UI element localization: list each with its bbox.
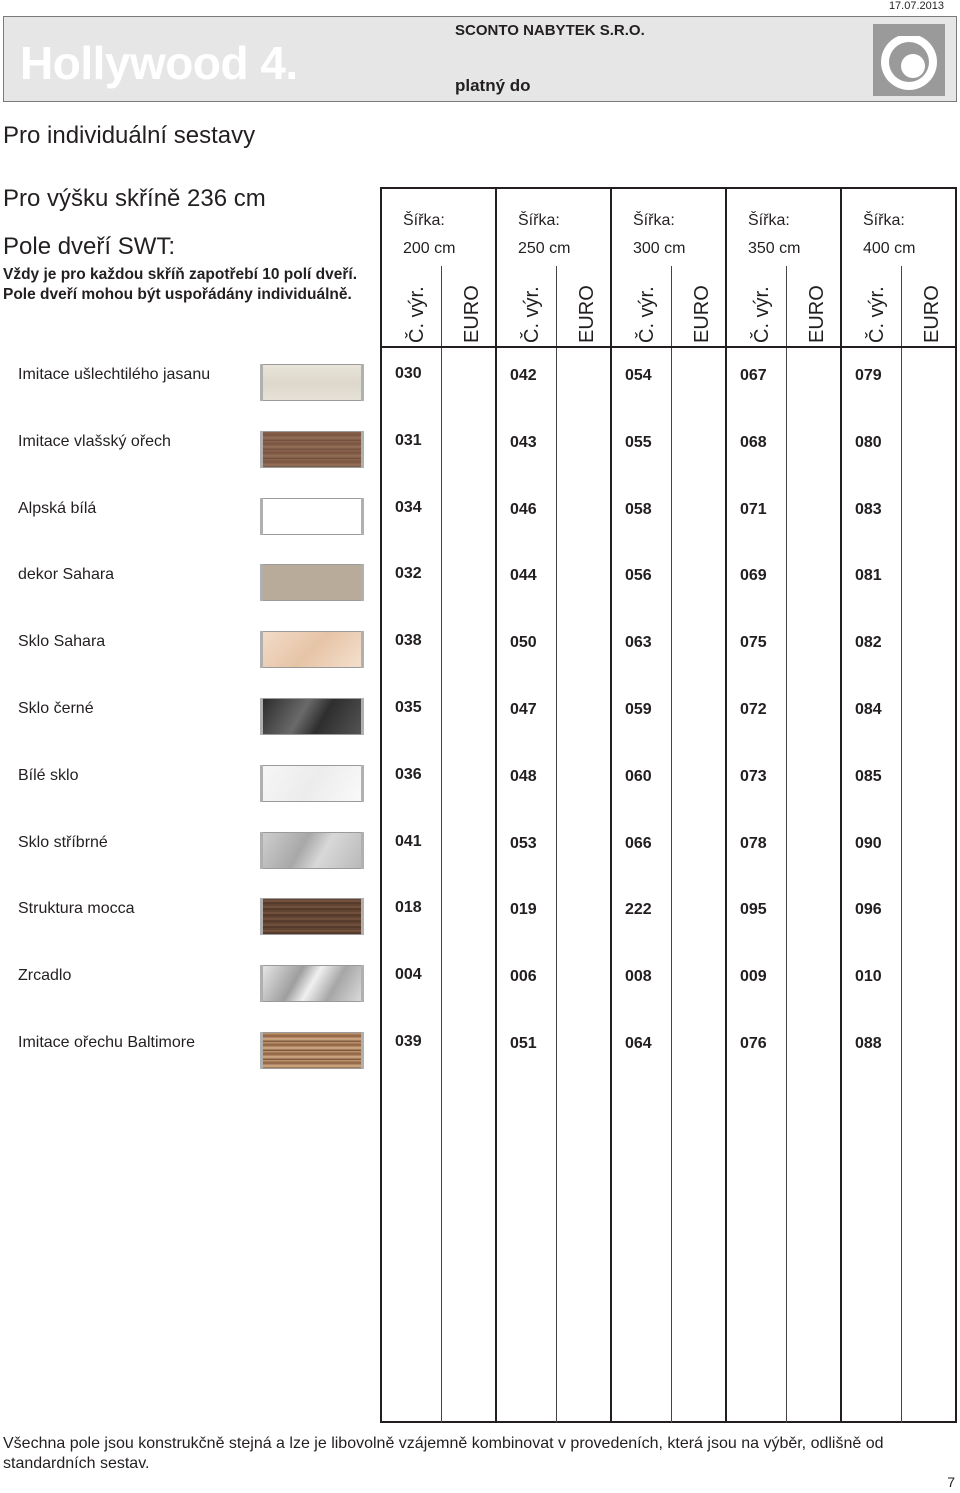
article-code: 085 bbox=[855, 767, 882, 785]
article-code: 050 bbox=[510, 634, 537, 652]
width-value: 200 cm bbox=[403, 240, 456, 257]
header-banner bbox=[3, 16, 957, 102]
width-label: Šířka: bbox=[748, 212, 790, 229]
finish-swatch bbox=[260, 498, 364, 535]
width-label: Šířka: bbox=[863, 212, 905, 229]
article-code: 071 bbox=[740, 500, 767, 518]
row-finish-name: Sklo stříbrné bbox=[18, 833, 108, 851]
article-code: 032 bbox=[395, 565, 422, 583]
article-code: 072 bbox=[740, 701, 767, 718]
width-value: 350 cm bbox=[748, 240, 801, 257]
valid-until-label: platný do bbox=[455, 76, 531, 95]
article-code: 083 bbox=[855, 500, 882, 518]
article-code: 076 bbox=[740, 1035, 767, 1052]
price-column-label: EURO bbox=[806, 285, 828, 343]
price-column-label: EURO bbox=[576, 285, 598, 343]
article-code: 054 bbox=[625, 367, 652, 384]
finish-swatch bbox=[260, 1032, 364, 1069]
row-finish-name: Struktura mocca bbox=[18, 900, 135, 918]
article-code: 069 bbox=[740, 567, 767, 585]
column-width-header bbox=[633, 207, 685, 263]
column-width-header bbox=[863, 207, 915, 263]
article-code: 060 bbox=[625, 767, 652, 785]
company-name: SCONTO NABYTEK S.R.O. bbox=[455, 22, 645, 39]
article-code: 048 bbox=[510, 767, 537, 785]
article-code: 034 bbox=[395, 498, 422, 516]
article-code: 081 bbox=[855, 567, 882, 585]
finish-swatch bbox=[260, 631, 364, 668]
section-title: Pro individuální sestavy bbox=[3, 122, 256, 149]
article-code: 053 bbox=[510, 834, 537, 852]
article-code: 090 bbox=[855, 834, 882, 852]
finish-swatch bbox=[260, 364, 364, 401]
article-code: 044 bbox=[510, 567, 537, 585]
article-code: 031 bbox=[395, 431, 422, 449]
code-price-divider bbox=[556, 266, 557, 1423]
article-code: 075 bbox=[740, 634, 767, 652]
article-code: 082 bbox=[855, 634, 882, 652]
finish-swatch bbox=[260, 564, 364, 601]
height-title: Pro výšku skříně 236 cm bbox=[3, 185, 266, 212]
article-code: 055 bbox=[625, 433, 652, 451]
column-width-header bbox=[518, 207, 570, 263]
width-label: Šířka: bbox=[403, 212, 445, 229]
article-code: 080 bbox=[855, 433, 882, 451]
code-column-label: Č. výr. bbox=[406, 286, 428, 343]
row-finish-name: Sklo černé bbox=[18, 700, 94, 717]
finish-swatch bbox=[260, 965, 364, 1002]
door-fields-note: Vždy je pro každou skříň zapotřebí 10 polí dveří. Pole dveří mohou být uspořádány individuálně. bbox=[3, 266, 358, 303]
article-code: 009 bbox=[740, 968, 767, 986]
article-code: 084 bbox=[855, 701, 882, 718]
width-value: 400 cm bbox=[863, 240, 916, 257]
column-divider bbox=[610, 187, 612, 1423]
print-date: 17.07.2013 bbox=[888, 0, 944, 12]
price-column-label: EURO bbox=[921, 285, 943, 343]
page-number: 7 bbox=[947, 1474, 955, 1490]
width-value: 250 cm bbox=[518, 240, 571, 257]
code-column-label: Č. výr. bbox=[636, 286, 658, 343]
article-code: 078 bbox=[740, 834, 767, 852]
footer-note: Všechna pole jsou konstrukčně stejná a lze je libovolně vzájemně kombinovat v provedeních, která jsou na výběr, odlišně od standardních sestav. bbox=[3, 1435, 884, 1472]
finish-swatch bbox=[260, 898, 364, 935]
article-code: 051 bbox=[510, 1035, 537, 1052]
price-column-label: EURO bbox=[461, 285, 483, 343]
article-code: 036 bbox=[395, 765, 422, 783]
row-finish-name: Sklo Sahara bbox=[18, 633, 106, 651]
finish-swatch bbox=[260, 698, 364, 735]
article-code: 019 bbox=[510, 901, 537, 919]
width-label: Šířka: bbox=[633, 212, 675, 229]
article-code: 073 bbox=[740, 767, 767, 785]
row-finish-name: dekor Sahara bbox=[18, 566, 115, 584]
article-code: 096 bbox=[855, 901, 882, 919]
finish-swatch bbox=[260, 832, 364, 869]
article-code: 004 bbox=[395, 966, 422, 984]
article-code: 066 bbox=[625, 834, 652, 852]
column-width-header bbox=[748, 207, 800, 263]
article-code: 047 bbox=[510, 701, 537, 718]
article-code: 063 bbox=[625, 634, 652, 652]
article-code: 042 bbox=[510, 367, 537, 384]
article-code: 010 bbox=[855, 968, 882, 986]
article-code: 056 bbox=[625, 567, 652, 585]
article-code: 008 bbox=[625, 968, 652, 986]
code-price-divider bbox=[671, 266, 672, 1423]
model-title: Hollywood 4. bbox=[20, 37, 298, 89]
code-price-divider bbox=[786, 266, 787, 1423]
door-fields-title: Pole dveří SWT: bbox=[3, 233, 176, 260]
article-code: 035 bbox=[395, 699, 422, 716]
row-finish-name: Imitace ušlechtilého jasanu bbox=[18, 366, 211, 383]
price-column-label: EURO bbox=[691, 285, 713, 343]
article-code: 095 bbox=[740, 901, 767, 919]
finish-swatch bbox=[260, 431, 364, 468]
article-code: 043 bbox=[510, 433, 537, 451]
article-code: 018 bbox=[395, 899, 422, 917]
article-code: 041 bbox=[395, 832, 422, 850]
column-width-header bbox=[403, 207, 455, 263]
article-code: 059 bbox=[625, 701, 652, 718]
row-finish-name: Alpská bílá bbox=[18, 499, 97, 517]
code-column-label: Č. výr. bbox=[751, 286, 773, 343]
article-code: 006 bbox=[510, 968, 537, 986]
header-divider bbox=[380, 346, 957, 348]
row-finish-name: Bílé sklo bbox=[18, 766, 79, 784]
article-code: 068 bbox=[740, 433, 767, 451]
article-code: 058 bbox=[625, 500, 652, 518]
article-code: 088 bbox=[855, 1035, 882, 1052]
sconto-circle-logo-icon bbox=[873, 24, 945, 96]
row-finish-name: Imitace ořechu Baltimore bbox=[18, 1034, 195, 1051]
article-code: 030 bbox=[395, 365, 422, 382]
code-price-divider bbox=[901, 266, 902, 1423]
code-price-divider bbox=[441, 266, 442, 1423]
article-code: 064 bbox=[625, 1035, 652, 1052]
row-finish-name: Imitace vlašský ořech bbox=[18, 432, 171, 450]
column-divider bbox=[840, 187, 842, 1423]
article-code: 222 bbox=[625, 901, 652, 919]
article-code: 038 bbox=[395, 632, 422, 650]
article-code: 046 bbox=[510, 500, 537, 518]
width-value: 300 cm bbox=[633, 240, 686, 257]
column-divider bbox=[495, 187, 497, 1423]
article-code: 039 bbox=[395, 1033, 422, 1050]
article-code: 067 bbox=[740, 367, 767, 384]
width-label: Šířka: bbox=[518, 212, 560, 229]
row-finish-name: Zrcadlo bbox=[18, 967, 72, 985]
article-code: 079 bbox=[855, 367, 882, 384]
code-column-label: Č. výr. bbox=[866, 286, 888, 343]
finish-swatch bbox=[260, 765, 364, 802]
column-divider bbox=[725, 187, 727, 1423]
code-column-label: Č. výr. bbox=[521, 286, 543, 343]
